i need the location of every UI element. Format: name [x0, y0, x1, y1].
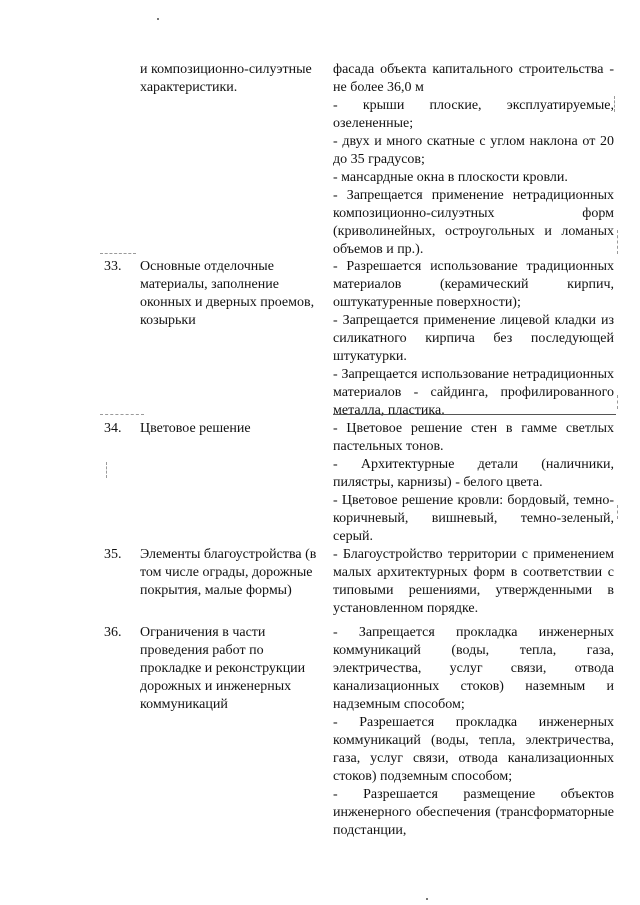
requirement-paragraph: - Разрешается размещение объектов инженерного обеспечения (трансформаторные подстанции,	[333, 787, 614, 838]
criterion-cell: Основные отделочные материалы, заполнение оконных и дверных проемов, козырьки	[140, 259, 315, 328]
requirement-paragraph: - мансардные окна в плоскости кровли.	[333, 170, 568, 185]
scan-border-mark	[106, 462, 107, 478]
row-divider	[100, 414, 144, 415]
requirement-paragraph: - Цветовое решение кровли: бордовый, темно- коричневый, вишневый, темно-зеленый, серый.	[333, 493, 614, 544]
requirements-cell	[333, 420, 614, 546]
scan-border-mark	[614, 96, 615, 112]
scan-border-mark	[617, 230, 618, 254]
requirement-paragraph: - двух и много скатные с углом наклона от 20 до 35 градусов;	[333, 134, 614, 167]
requirement-paragraph: - Запрещается применение нетрадиционных композиционно-силуэтных форм (криволинейных, остроугольных и ломаных объемов и пр.).	[333, 188, 614, 257]
row-number: 33.	[104, 259, 122, 274]
requirement-paragraph: - Разрешается прокладка инженерных коммуникаций (воды, тепла, электричества, газа, услуг связи, отвода канализационных стоков) подземным способом;	[333, 715, 614, 784]
criterion-cell: Элементы благоустройства (в том числе ограды, дорожные покрытия, малые формы)	[140, 547, 317, 598]
row-number: 36.	[104, 625, 122, 640]
requirements-cell	[333, 546, 614, 618]
requirement-paragraph: - Запрещается применение лицевой кладки из силикатного кирпича без последующей штукатурки.	[333, 313, 614, 364]
row-divider	[333, 414, 616, 415]
scan-border-mark	[617, 395, 618, 409]
scan-speck	[426, 898, 428, 900]
requirement-paragraph: - Запрещается прокладка инженерных коммуникаций (воды, тепла, газа, электричества, услуг связи, отвода канализационных стоков) наземным и надземным способом;	[333, 625, 614, 712]
criterion-cell: Цветовое решение	[140, 421, 251, 436]
scan-border-mark	[617, 505, 618, 519]
requirement-paragraph: - Разрешается использование традиционных материалов (керамический кирпич, оштукатуренные поверхности);	[333, 259, 614, 310]
requirement-paragraph: - Цветовое решение стен в гамме светлых пастельных тонов.	[333, 421, 614, 454]
scan-speck	[157, 18, 159, 20]
row-number: 34.	[104, 421, 122, 436]
row-number: 35.	[104, 547, 122, 562]
row-divider	[100, 253, 136, 254]
requirements-cell	[333, 61, 614, 259]
requirement-paragraph: - крыши плоские, эксплуатируемые, озелененные;	[333, 98, 614, 131]
requirement-paragraph: - Архитектурные детали (наличники, пилястры, карнизы) - белого цвета.	[333, 457, 614, 490]
criterion-cell: Ограничения в части проведения работ по прокладке и реконструкции дорожных и инженерных коммуникаций	[140, 625, 306, 712]
requirement-paragraph: - Запрещается использование нетрадиционных материалов - сайдинга, профилированного металла, пластика.	[333, 367, 614, 418]
requirement-paragraph: - Благоустройство территории с применением малых архитектурных форм в соответствии с типовыми решениями, утвержденными в установленном порядке.	[333, 547, 614, 616]
requirements-cell	[333, 258, 614, 420]
requirement-paragraph: фасада объекта капитального строительства - не более 36,0 м	[333, 62, 614, 95]
criterion-cell: и композиционно-силуэтные характеристики.	[140, 62, 312, 95]
requirements-cell	[333, 624, 614, 840]
